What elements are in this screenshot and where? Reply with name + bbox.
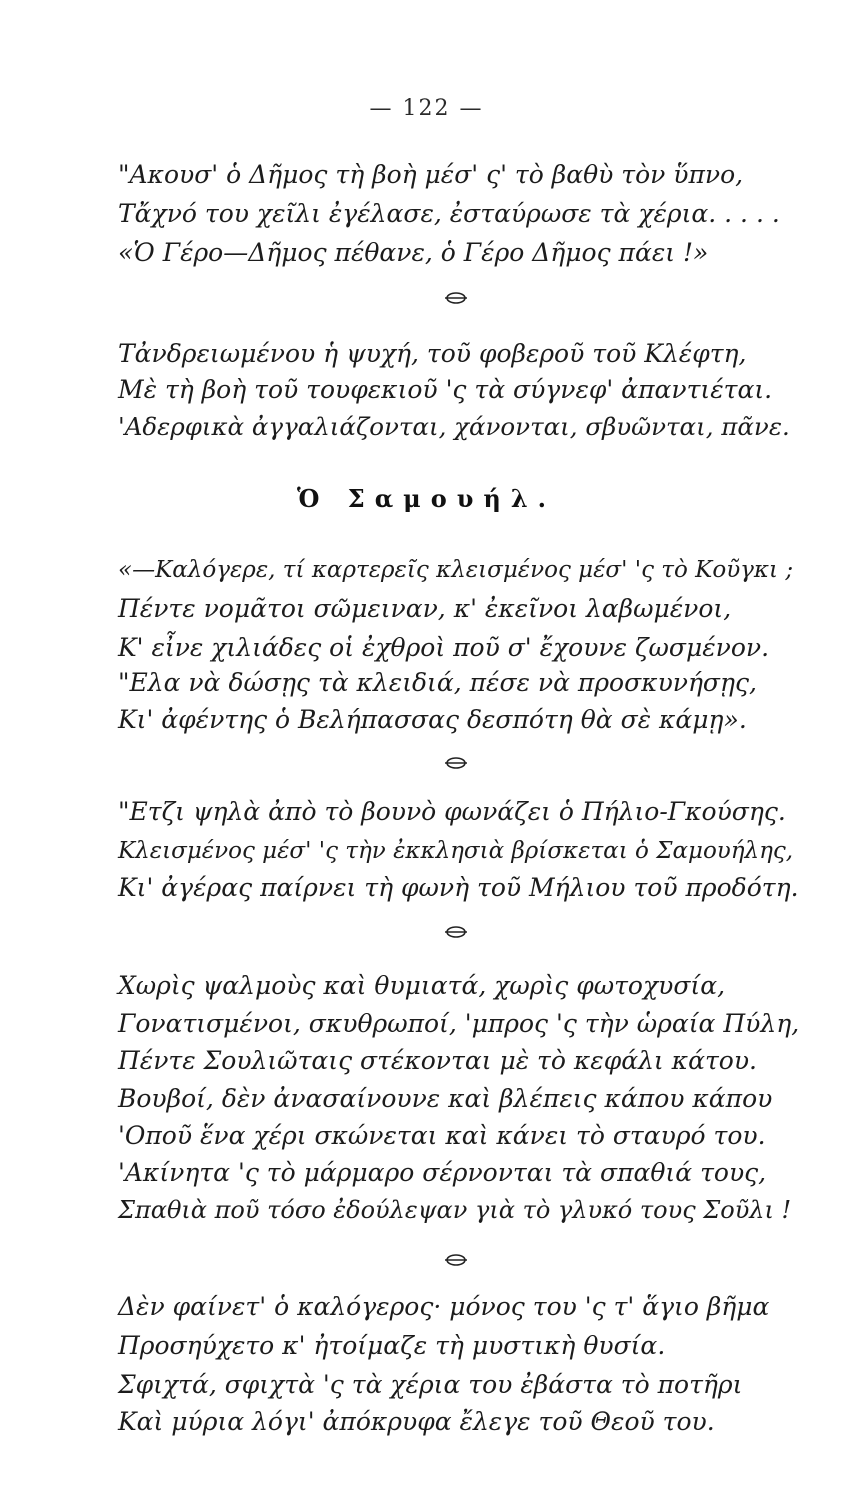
section-divider-ornament — [444, 925, 468, 939]
verse-line: Σφιχτά, σφιχτὰ 'ς τὰ χέρια του ἐβάστα τὸ ποτῆρι — [118, 1370, 743, 1399]
verse-line: Κι' ἀγέρας παίρνει τὴ φωνὴ τοῦ Μήλιου τοῦ προδότη. — [118, 873, 799, 902]
verse-line: Κ' εἶνε χιλιάδες οἱ ἐχθροὶ ποῦ σ' ἔχουνε ζωσμένον. — [118, 633, 770, 662]
verse-line: Προσηύχετο κ' ἠτοίμαζε τὴ μυστικὴ θυσία. — [118, 1331, 666, 1360]
section-divider-ornament — [444, 756, 468, 770]
verse-line: Χωρὶς ψαλμοὺς καὶ θυμιατά, χωρὶς φωτοχυσία, — [118, 971, 726, 1000]
verse-line: Γονατισμένοι, σκυθρωποί, 'μπρος 'ς τὴν ὡραία Πύλη, — [118, 1009, 800, 1038]
verse-line: Τἄχνό του χεῖλι ἐγέλασε, ἐσταύρωσε τὰ χέρια. . . . . — [118, 199, 780, 228]
verse-line: «Ὁ Γέρο—Δῆμος πέθανε, ὁ Γέρο Δῆμος πάει !» — [118, 238, 709, 267]
verse-line: Τἀνδρειωμένου ἡ ψυχή, τοῦ φοβεροῦ τοῦ Κλέφτη, — [118, 339, 747, 368]
verse-line: Πέντε Σουλιῶταις στέκονται μὲ τὸ κεφάλι κάτου. — [118, 1046, 757, 1075]
verse-line: Σπαθιὰ ποῦ τόσο ἐδούλεψαν γιὰ τὸ γλυκό τους Σοῦλι ! — [118, 1196, 792, 1224]
verse-line: Δὲν φαίνετ' ὁ καλόγερος· μόνος του 'ς τ' ἅγιο βῆμα — [118, 1292, 770, 1321]
page-number: — 122 — — [369, 96, 484, 121]
section-divider-ornament — [444, 1253, 468, 1267]
verse-line: «—Καλόγερε, τί καρτερεῖς κλεισμένος μέσ' 'ς τὸ Κοῦγκι ; — [118, 557, 794, 583]
verse-line: Κι' ἀφέντης ὁ Βελήπασσας δεσπότη θὰ σὲ κάμῃ». — [118, 705, 747, 734]
verse-line: Κλεισμένος μέσ' 'ς τὴν ἐκκλησιὰ βρίσκεται ὁ Σαμουήλης, — [118, 838, 794, 864]
verse-line: 'Αδερφικὰ ἀγγαλιάζονται, χάνονται, σβυῶνται, πᾶνε. — [118, 412, 790, 441]
verse-line: "Ελα νὰ δώσῃς τὰ κλειδιά, πέσε νὰ προσκυνήσῃς, — [118, 668, 757, 697]
verse-line: "Ετζι ψηλὰ ἀπὸ τὸ βουνὸ φωνάζει ὁ Πήλιο-Γκούσης. — [118, 797, 786, 826]
verse-line: "Ακουσ' ὁ Δῆμος τὴ βοὴ μέσ' ς' τὸ βαθὺ τὸν ὕπνο, — [118, 160, 744, 189]
verse-line: Βουβοί, δὲν ἀνασαίνουνε καὶ βλέπεις κάπου κάπου — [118, 1084, 773, 1113]
verse-line: Καὶ μύρια λόγι' ἀπόκρυφα ἔλεγε τοῦ Θεοῦ του. — [118, 1407, 715, 1436]
verse-line: Μὲ τὴ βοὴ τοῦ τουφεκιοῦ 'ς τὰ σύγνεφ' ἀπαντιέται. — [118, 375, 773, 404]
verse-line: 'Οποῦ ἕνα χέρι σκώνεται καὶ κάνει τὸ σταυρό του. — [118, 1121, 766, 1150]
poem-title: Ὁ Σαμουήλ. — [296, 484, 557, 513]
section-divider-ornament — [444, 291, 468, 305]
verse-line: Πέντε νομᾶτοι σῶμειναν, κ' ἐκεῖνοι λαβωμένοι, — [118, 594, 732, 623]
verse-line: 'Ακίνητα 'ς τὸ μάρμαρο σέρνονται τὰ σπαθιά τους, — [118, 1158, 767, 1187]
